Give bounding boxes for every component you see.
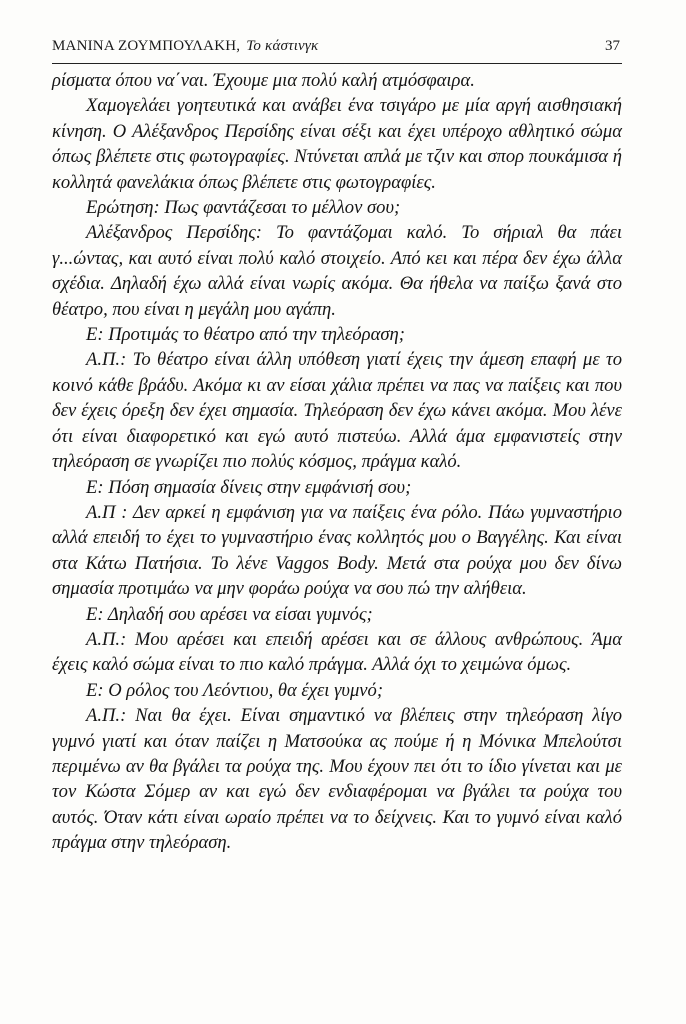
body-text — [52, 68, 622, 856]
page-number: 37 — [605, 38, 620, 54]
header-book-title: Το κάστινγκ — [246, 38, 319, 54]
paragraph-question: Ε: Ο ρόλος του Λεόντιου, θα έχει γυμνό; — [86, 679, 384, 701]
paragraph-answer: Α.Π : Δεν αρκεί η εμφάνιση για να παίξεις ένα ρόλο. Πάω γυμναστήριο αλλά επειδή το έχει το γυμναστήριο ένας κολλητός μου ο Βαγγέλης. Και είναι στα Κάτω Πατήσια. Το λένε Vaggos Body. Μετά στα ρούχα μου δεν δίνω σημασία προτιμάω να μην φοράω ρούχα να σου πώ την αλήθεια. — [52, 501, 622, 600]
paragraph-answer: Α.Π.: Μου αρέσει και επειδή αρέσει και σε άλλους ανθρώπους. Άμα έχεις καλό σώμα είναι το πιο καλό πράγμα. Αλλά όχι το χειμώνα όμως. — [52, 628, 622, 676]
paragraph-description: Χαμογελάει γοητευτικά και ανάβει ένα τσιγάρο με μία αργή αισθησιακή κίνηση. Ο Αλέξανδρος Περσίδης είναι σέξι και έχει υπέροχο αθλητικό σώμα όπως βλέπετε στις φωτογραφίες. Ντύνεται απλά με τζιν και σπορ πουκάμισα ή κολλητά φανελάκια όπως βλέπετε στις φωτογραφίες. — [52, 95, 622, 193]
paragraph-continuation: ρίσματα όπου να΄ναι. Έχουμε μια πολύ καλή ατμόσφαιρα. — [52, 70, 475, 91]
header-rule — [52, 63, 622, 64]
paragraph-question: Ερώτηση: Πως φαντάζεσαι το μέλλον σου; — [86, 197, 401, 219]
paragraph-question: Ε: Πόση σημασία δίνεις στην εμφάνισή σου; — [86, 476, 412, 498]
paragraph-answer: Αλέξανδρος Περσίδης: Το φαντάζομαι καλό. Το σήριαλ θα πάει γ...ώντας, και αυτό είναι πολύ καλό στοιχείο. Από κει και πέρα δεν έχω άλλα σχέδια. Δηλαδή έχω αλλά είναι νωρίς ακόμα. Θα ήθελα να παίξω ξανά στο θέατρο, που είναι η μεγάλη μου αγάπη. — [52, 222, 622, 320]
header-author — [52, 38, 318, 55]
running-header — [52, 38, 620, 60]
paragraph-question: Ε: Δηλαδή σου αρέσει να είσαι γυμνός; — [86, 603, 373, 625]
paragraph-answer: Α.Π.: Το θέατρο είναι άλλη υπόθεση γιατί έχεις την άμεση επαφή με το κοινό κάθε βράδυ. Ακόμα κι αν είσαι χάλια πρέπει να πας να παίξεις και που δεν έχεις όρεξη δεν έχει σημασία. Τηλεόραση δεν έχω κάνει ακόμα. Μου λένε ότι είναι διαφορετικό και εγώ αυτό πιστεύω. Αλλά άμα εμφανιστείς στην τηλεόραση σε γνωρίζει πιο πολύς κόσμος, πράγμα καλό. — [52, 349, 622, 473]
paragraph-question: Ε: Προτιμάς το θέατρο από την τηλεόραση; — [86, 324, 405, 346]
header-author-name: ΜΑΝΙΝΑ ΖΟΥΜΠΟΥΛΑΚΗ, — [52, 38, 241, 54]
paragraph-answer: Α.Π.: Ναι θα έχει. Είναι σημαντικό να βλέπεις στην τηλεόραση λίγο γυμνό γιατί και όταν παίζει η Ματσούκα ας πούμε ή η Μόνικα Μπελούτσι περιμένω αν θα βγάλει τα ρούχα της. Μου έχουν πει ότι το ίδιο γίνεται και με τον Κώστα Σόμερ αν και εγώ δεν ενδιαφέρομαι να βγάλει τα ρούχα του αυτός. Όταν κάτι είναι ωραίο πρέπει να το δείχνεις. Και το γυμνό είναι καλό πράγμα στην τηλεόραση. — [52, 705, 622, 854]
